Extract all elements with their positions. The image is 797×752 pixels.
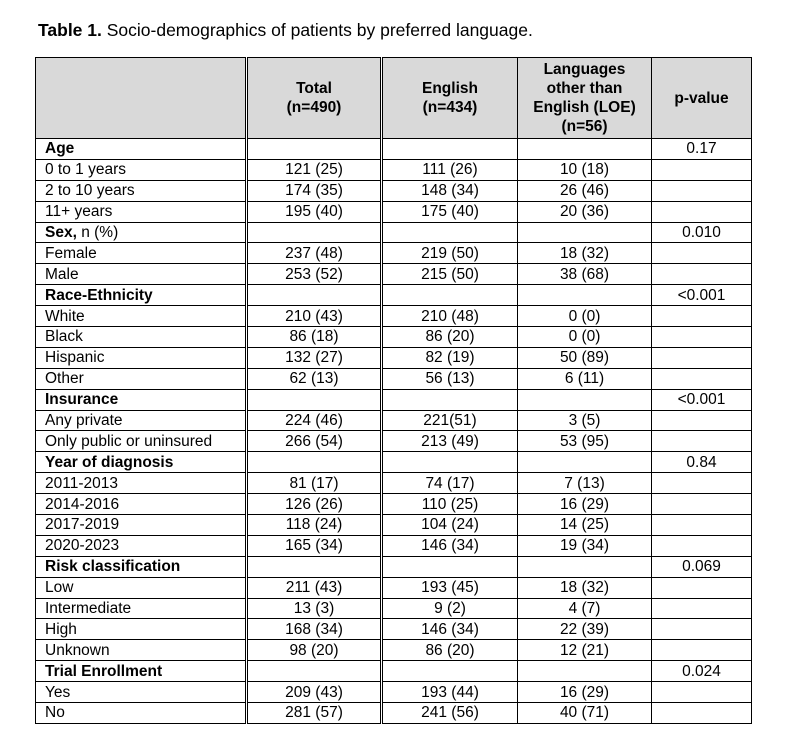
- header-loe-line: English (LOE): [533, 99, 636, 116]
- table-row: [36, 264, 752, 285]
- pvalue-cell: [652, 201, 752, 222]
- row-label: Unknown: [36, 640, 247, 661]
- empty-cell: [382, 452, 518, 473]
- section-title-text: Age: [45, 140, 75, 158]
- section-title-text: Trial Enrollment: [45, 662, 163, 680]
- section-title-text: Year of diagnosis: [45, 453, 174, 471]
- section-pvalue: 0.024: [652, 661, 752, 682]
- pvalue-cell: [652, 431, 752, 452]
- header-blank-cell: [36, 58, 247, 139]
- pvalue-cell: [652, 243, 752, 264]
- table-row: [36, 180, 752, 201]
- loe-cell: 12 (21): [518, 640, 652, 661]
- total-cell: 174 (35): [247, 180, 382, 201]
- row-label: 2 to 10 years: [36, 180, 247, 201]
- loe-cell: 16 (29): [518, 682, 652, 703]
- section-title: [36, 452, 247, 473]
- section-pvalue: 0.84: [652, 452, 752, 473]
- table-row: [36, 201, 752, 222]
- total-cell: 211 (43): [247, 577, 382, 598]
- loe-cell: 4 (7): [518, 598, 652, 619]
- empty-cell: [382, 285, 518, 306]
- section-title: [36, 389, 247, 410]
- demographics-table: [35, 57, 752, 724]
- english-cell: 215 (50): [382, 264, 518, 285]
- total-cell: 266 (54): [247, 431, 382, 452]
- section-pvalue: <0.001: [652, 389, 752, 410]
- pvalue-cell: [652, 180, 752, 201]
- english-cell: 221(51): [382, 410, 518, 431]
- pvalue-cell: [652, 640, 752, 661]
- row-label: Yes: [36, 682, 247, 703]
- total-cell: 224 (46): [247, 410, 382, 431]
- section-title-text: Insurance: [45, 391, 119, 409]
- table-row: [36, 703, 752, 724]
- english-cell: 86 (20): [382, 640, 518, 661]
- loe-cell: 20 (36): [518, 201, 652, 222]
- english-cell: 210 (48): [382, 306, 518, 327]
- pvalue-cell: [652, 410, 752, 431]
- table-row: [36, 159, 752, 180]
- total-cell: 195 (40): [247, 201, 382, 222]
- header-total-line: (n=490): [286, 99, 342, 116]
- header-english-line: (n=434): [422, 99, 478, 116]
- table-row: [36, 306, 752, 327]
- table-row: [36, 535, 752, 556]
- empty-cell: [518, 661, 652, 682]
- loe-cell: 0 (0): [518, 306, 652, 327]
- english-cell: 193 (44): [382, 682, 518, 703]
- header-english: [382, 58, 518, 139]
- row-label: Hispanic: [36, 347, 247, 368]
- row-label: Only public or uninsured: [36, 431, 247, 452]
- section-title: [36, 556, 247, 577]
- total-cell: 86 (18): [247, 327, 382, 348]
- section-header-row: [36, 285, 752, 306]
- loe-cell: 50 (89): [518, 347, 652, 368]
- empty-cell: [247, 452, 382, 473]
- pvalue-cell: [652, 598, 752, 619]
- empty-cell: [247, 139, 382, 160]
- pvalue-cell: [652, 515, 752, 536]
- total-cell: 126 (26): [247, 494, 382, 515]
- empty-cell: [382, 222, 518, 243]
- empty-cell: [247, 389, 382, 410]
- section-header-row: [36, 452, 752, 473]
- section-title-text: Race-Ethnicity: [45, 286, 153, 304]
- loe-cell: 53 (95): [518, 431, 652, 452]
- english-cell: 56 (13): [382, 368, 518, 389]
- table-row: [36, 640, 752, 661]
- section-title: [36, 285, 247, 306]
- table-row: [36, 327, 752, 348]
- pvalue-cell: [652, 306, 752, 327]
- row-label: 2020-2023: [36, 535, 247, 556]
- section-pvalue: 0.010: [652, 222, 752, 243]
- section-title-suffix: n (%): [76, 224, 119, 241]
- empty-cell: [382, 389, 518, 410]
- english-cell: 74 (17): [382, 473, 518, 494]
- row-label: 0 to 1 years: [36, 159, 247, 180]
- row-label: Intermediate: [36, 598, 247, 619]
- english-cell: 146 (34): [382, 619, 518, 640]
- english-cell: 110 (25): [382, 494, 518, 515]
- table-row: [36, 682, 752, 703]
- row-label: No: [36, 703, 247, 724]
- empty-cell: [247, 661, 382, 682]
- english-cell: 193 (45): [382, 577, 518, 598]
- total-cell: 253 (52): [247, 264, 382, 285]
- total-cell: 281 (57): [247, 703, 382, 724]
- header-english-line: English: [422, 80, 478, 97]
- loe-cell: 3 (5): [518, 410, 652, 431]
- header-loe-line: Languages: [543, 61, 626, 78]
- header-row: [36, 58, 752, 139]
- english-cell: 148 (34): [382, 180, 518, 201]
- section-header-row: [36, 139, 752, 160]
- table-row: [36, 410, 752, 431]
- row-label: Low: [36, 577, 247, 598]
- pvalue-cell: [652, 535, 752, 556]
- pvalue-cell: [652, 327, 752, 348]
- english-cell: 175 (40): [382, 201, 518, 222]
- row-label: 2011-2013: [36, 473, 247, 494]
- table-row: [36, 347, 752, 368]
- row-label: Other: [36, 368, 247, 389]
- section-pvalue: 0.17: [652, 139, 752, 160]
- english-cell: 9 (2): [382, 598, 518, 619]
- english-cell: 104 (24): [382, 515, 518, 536]
- section-header-row: [36, 661, 752, 682]
- empty-cell: [247, 556, 382, 577]
- empty-cell: [518, 389, 652, 410]
- caption-label: Table 1.: [38, 20, 102, 40]
- pvalue-cell: [652, 619, 752, 640]
- english-cell: 111 (26): [382, 159, 518, 180]
- pvalue-cell: [652, 264, 752, 285]
- table-caption: [38, 20, 533, 41]
- pvalue-cell: [652, 682, 752, 703]
- total-cell: 98 (20): [247, 640, 382, 661]
- row-label: 2017-2019: [36, 515, 247, 536]
- total-cell: 168 (34): [247, 619, 382, 640]
- loe-cell: 18 (32): [518, 577, 652, 598]
- pvalue-cell: [652, 473, 752, 494]
- section-header-row: [36, 222, 752, 243]
- total-cell: 121 (25): [247, 159, 382, 180]
- loe-cell: 22 (39): [518, 619, 652, 640]
- total-cell: 118 (24): [247, 515, 382, 536]
- english-cell: 241 (56): [382, 703, 518, 724]
- table-body: [36, 139, 752, 724]
- total-cell: 237 (48): [247, 243, 382, 264]
- header-total-line: Total: [296, 80, 332, 97]
- pvalue-cell: [652, 577, 752, 598]
- loe-cell: 7 (13): [518, 473, 652, 494]
- table-row: [36, 619, 752, 640]
- english-cell: 82 (19): [382, 347, 518, 368]
- total-cell: 132 (27): [247, 347, 382, 368]
- loe-cell: 16 (29): [518, 494, 652, 515]
- total-cell: 81 (17): [247, 473, 382, 494]
- caption-text: Socio-demographics of patients by preferred language.: [101, 20, 533, 40]
- table-row: [36, 577, 752, 598]
- table-row: [36, 494, 752, 515]
- section-title: [36, 661, 247, 682]
- header-total: [247, 58, 382, 139]
- pvalue-cell: [652, 703, 752, 724]
- empty-cell: [518, 452, 652, 473]
- loe-cell: 14 (25): [518, 515, 652, 536]
- loe-cell: 19 (34): [518, 535, 652, 556]
- loe-cell: 10 (18): [518, 159, 652, 180]
- row-label: High: [36, 619, 247, 640]
- pvalue-cell: [652, 368, 752, 389]
- section-title: [36, 222, 247, 243]
- table-row: [36, 243, 752, 264]
- row-label: 2014-2016: [36, 494, 247, 515]
- row-label: Any private: [36, 410, 247, 431]
- row-label: Female: [36, 243, 247, 264]
- table-row: [36, 473, 752, 494]
- section-title: [36, 139, 247, 160]
- section-title-text: Risk classification: [45, 558, 181, 576]
- total-cell: 165 (34): [247, 535, 382, 556]
- empty-cell: [382, 556, 518, 577]
- header-loe-line: (n=56): [561, 118, 608, 135]
- loe-cell: 0 (0): [518, 327, 652, 348]
- pvalue-cell: [652, 347, 752, 368]
- header-pvalue-line: p-value: [674, 89, 729, 107]
- total-cell: 13 (3): [247, 598, 382, 619]
- loe-cell: 38 (68): [518, 264, 652, 285]
- header-pvalue: [652, 58, 752, 139]
- english-cell: 219 (50): [382, 243, 518, 264]
- row-label: White: [36, 306, 247, 327]
- total-cell: 62 (13): [247, 368, 382, 389]
- empty-cell: [518, 285, 652, 306]
- empty-cell: [518, 222, 652, 243]
- empty-cell: [247, 222, 382, 243]
- section-pvalue: 0.069: [652, 556, 752, 577]
- header-loe-line: other than: [546, 80, 623, 97]
- empty-cell: [247, 285, 382, 306]
- empty-cell: [382, 139, 518, 160]
- empty-cell: [518, 139, 652, 160]
- loe-cell: 6 (11): [518, 368, 652, 389]
- section-pvalue: <0.001: [652, 285, 752, 306]
- section-header-row: [36, 556, 752, 577]
- loe-cell: 18 (32): [518, 243, 652, 264]
- row-label: Black: [36, 327, 247, 348]
- section-title-text: Sex,: [45, 224, 77, 241]
- empty-cell: [382, 661, 518, 682]
- total-cell: 209 (43): [247, 682, 382, 703]
- header-loe: [518, 58, 652, 139]
- english-cell: 213 (49): [382, 431, 518, 452]
- row-label: 11+ years: [36, 201, 247, 222]
- row-label: Male: [36, 264, 247, 285]
- table-row: [36, 515, 752, 536]
- pvalue-cell: [652, 494, 752, 515]
- loe-cell: 26 (46): [518, 180, 652, 201]
- section-header-row: [36, 389, 752, 410]
- table-row: [36, 431, 752, 452]
- table-row: [36, 598, 752, 619]
- total-cell: 210 (43): [247, 306, 382, 327]
- loe-cell: 40 (71): [518, 703, 652, 724]
- empty-cell: [518, 556, 652, 577]
- english-cell: 86 (20): [382, 327, 518, 348]
- english-cell: 146 (34): [382, 535, 518, 556]
- table-row: [36, 368, 752, 389]
- pvalue-cell: [652, 159, 752, 180]
